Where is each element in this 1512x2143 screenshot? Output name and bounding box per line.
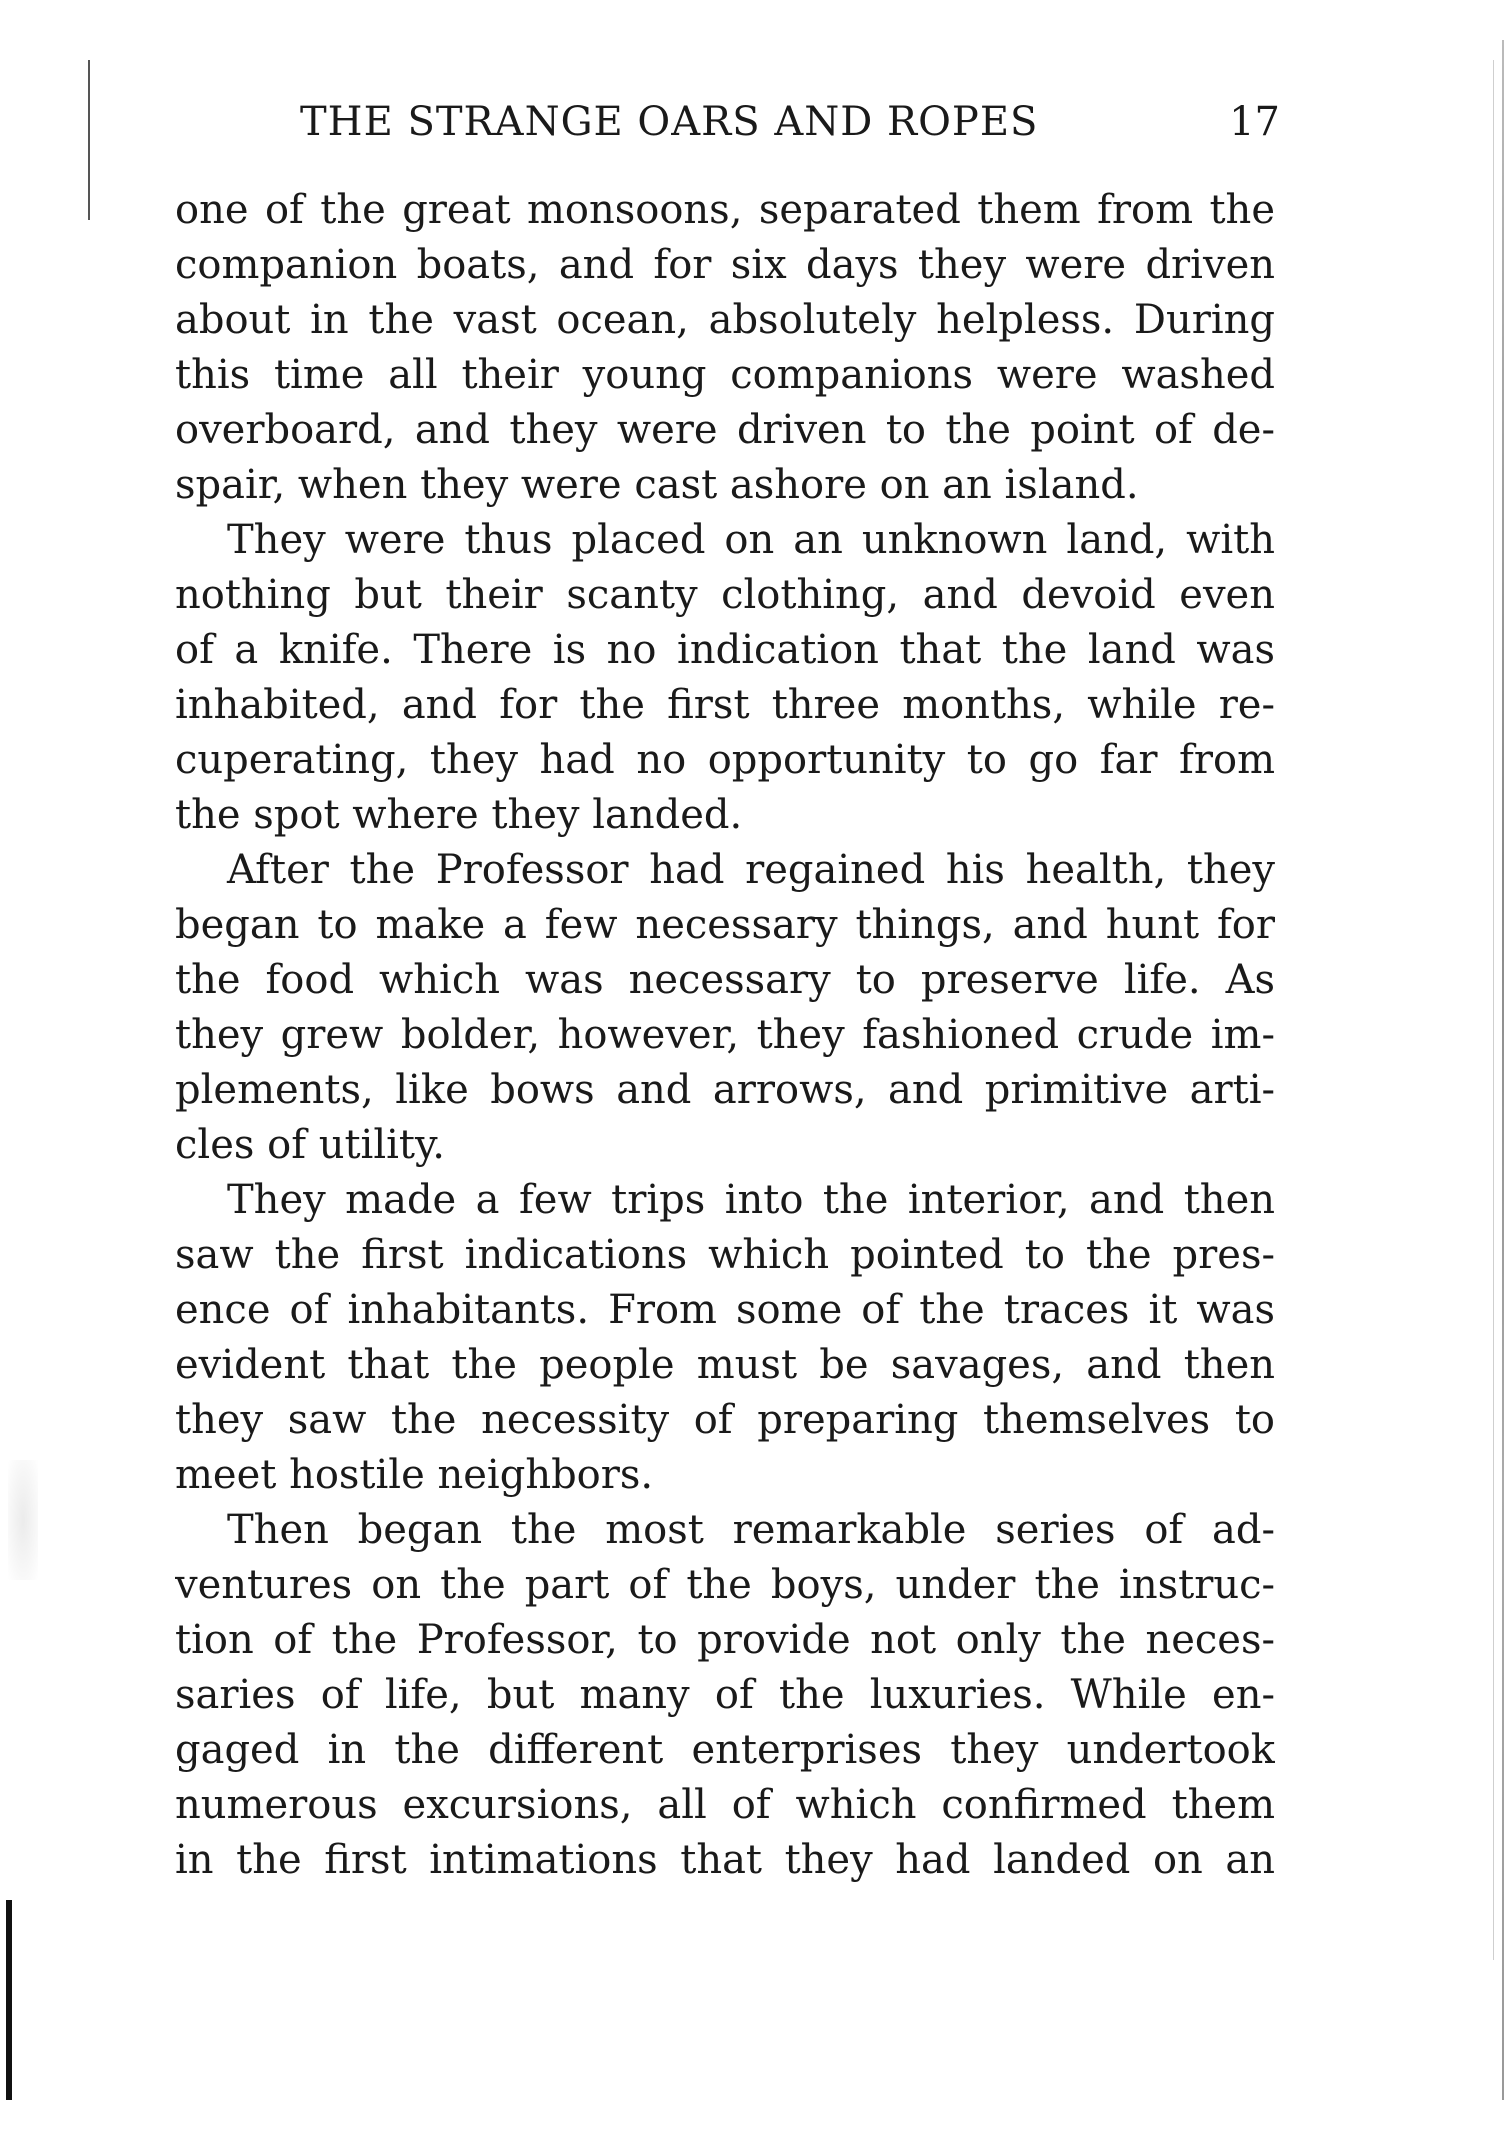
text-line: evident that the people must be savages, and then — [175, 1342, 1275, 1388]
body-text — [175, 183, 1275, 1888]
text-line: the spot where they landed. — [175, 792, 743, 838]
text-line: They were thus placed on an unknown land, with — [227, 517, 1275, 563]
text-line: plements, like bows and arrows, and primitive arti- — [175, 1067, 1275, 1113]
text-line: of a knife. There is no indication that the land was — [175, 627, 1275, 673]
text-line: overboard, and they were driven to the point of de- — [175, 407, 1275, 453]
text-line: gaged in the different enterprises they undertook — [175, 1727, 1275, 1773]
text-line: numerous excursions, all of which confirmed them — [175, 1782, 1275, 1828]
text-line: companion boats, and for six days they were driven — [175, 242, 1275, 288]
scan-edge-line-faint — [1493, 60, 1494, 1960]
text-line: saries of life, but many of the luxuries. While en- — [175, 1672, 1275, 1718]
scan-smudge — [8, 1460, 38, 1580]
text-line: cles of utility. — [175, 1122, 445, 1168]
text-line: tion of the Professor, to provide not only the neces- — [175, 1617, 1275, 1663]
page-number: 17 — [1229, 99, 1280, 145]
text-line: in the first intimations that they had landed on an — [175, 1837, 1275, 1883]
text-line: one of the great monsoons, separated them from the — [175, 187, 1275, 233]
text-line: they grew bolder, however, they fashioned crude im- — [175, 1012, 1275, 1058]
text-line: After the Professor had regained his health, they — [227, 847, 1275, 893]
scan-left-mark-top — [88, 60, 90, 220]
text-line: inhabited, and for the first three months, while re- — [175, 682, 1275, 728]
text-line: the food which was necessary to preserve life. As — [175, 957, 1275, 1003]
text-line: ence of inhabitants. From some of the traces it was — [175, 1287, 1275, 1333]
text-line: ventures on the part of the boys, under the instruc- — [175, 1562, 1275, 1608]
text-line: cuperating, they had no opportunity to go far from — [175, 737, 1275, 783]
page-header — [300, 92, 1280, 152]
text-line: They made a few trips into the interior, and then — [227, 1177, 1275, 1223]
scan-edge-line — [1502, 40, 1504, 2100]
running-title: THE STRANGE OARS AND ROPES — [300, 99, 1039, 145]
text-line: this time all their young companions were washed — [175, 352, 1275, 398]
text-line: Then began the most remarkable series of ad- — [227, 1507, 1275, 1553]
text-line: saw the first indications which pointed to the pres- — [175, 1232, 1275, 1278]
text-line: began to make a few necessary things, and hunt for — [175, 902, 1275, 948]
text-line: meet hostile neighbors. — [175, 1452, 654, 1498]
scan-left-mark-bottom — [6, 1900, 12, 2100]
text-line: spair, when they were cast ashore on an island. — [175, 462, 1139, 508]
text-line: about in the vast ocean, absolutely helpless. During — [175, 297, 1275, 343]
text-line: nothing but their scanty clothing, and devoid even — [175, 572, 1275, 618]
text-line: they saw the necessity of preparing themselves to — [175, 1397, 1275, 1443]
